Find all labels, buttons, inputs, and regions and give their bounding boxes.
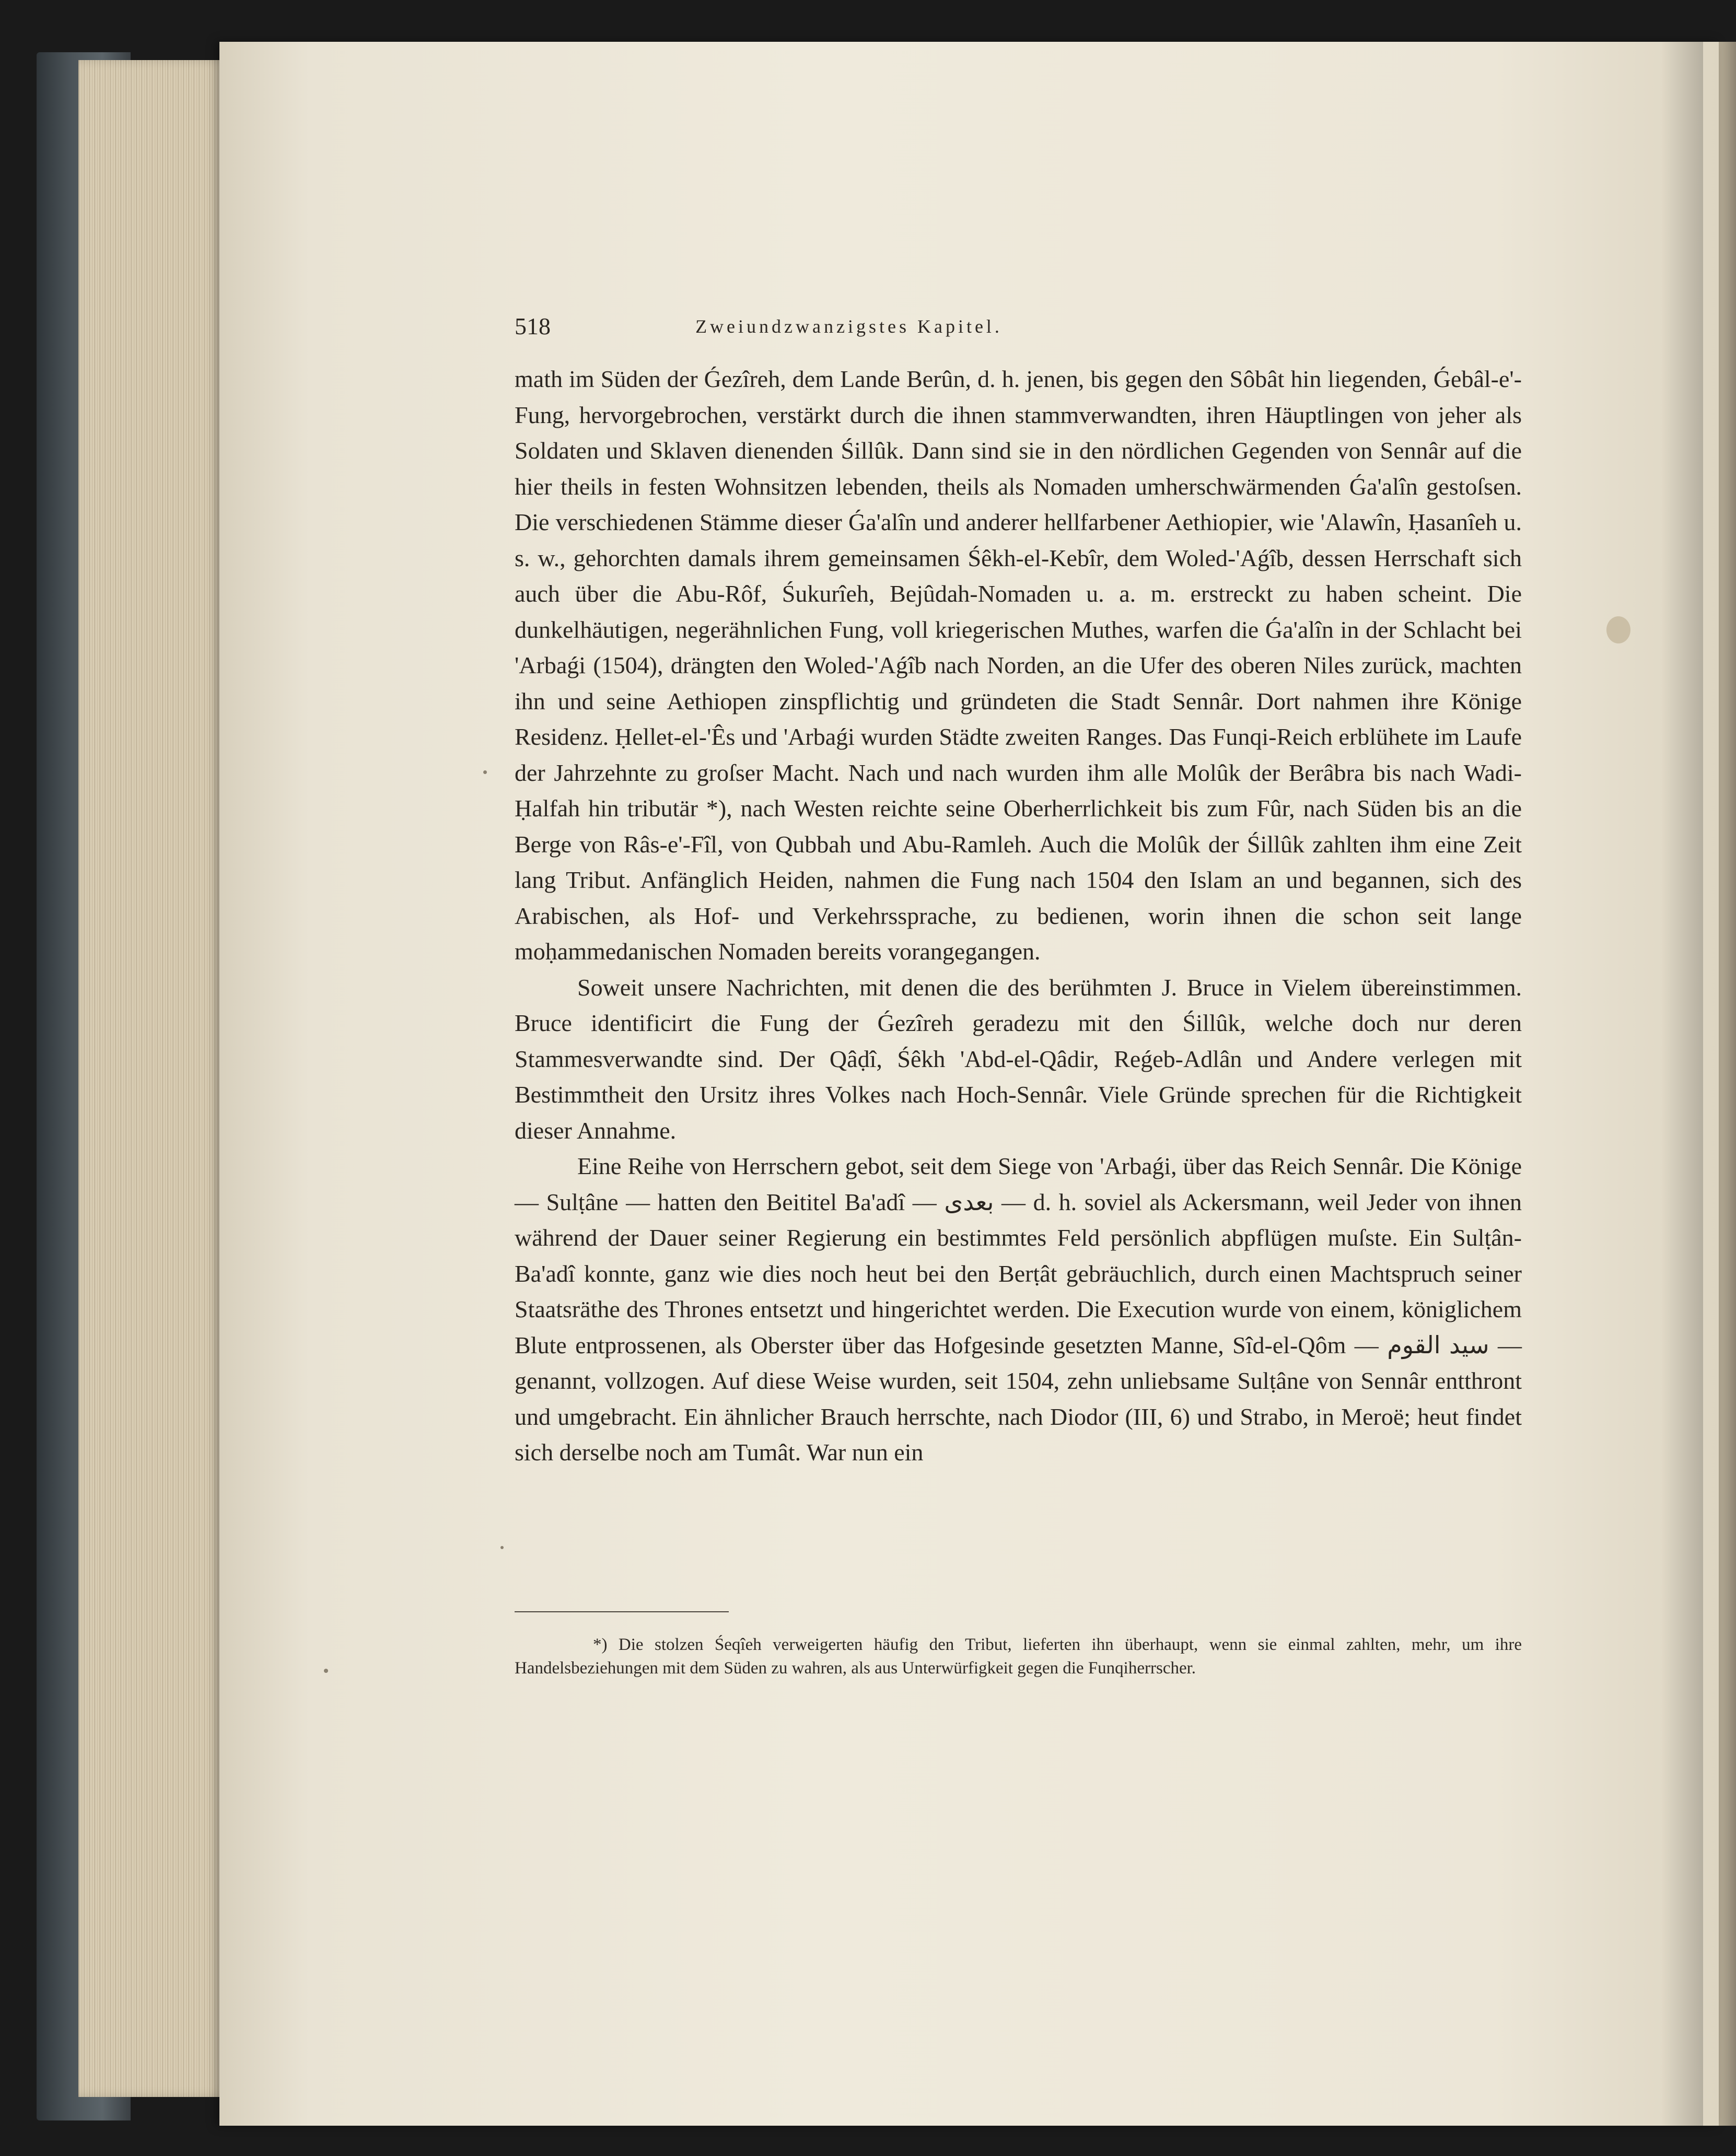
paper-speck — [500, 1546, 504, 1549]
page-header — [515, 312, 1183, 344]
footnote: *) Die stolzen Śeqîeh verweigerten häufig den Tribut, lieferten ihn überhaupt, wenn sie einmal zahlten, mehr, um ihre Handelsbeziehungen mit dem Süden zu wahren, als aus Unterwürfigkeit gegen die Funqiherrscher. — [515, 1635, 1522, 1678]
paragraph: Soweit unsere Nachrichten, mit denen die des berühmten J. Bruce in Vielem übereinstimmen. Bruce identificirt die Fung der Ǵezîreh geradezu mit den Śillûk, welche doch nur deren Stammesverwandte sind. Der Qâḍî, Śêkh 'Abd-el-Qâdir, Reǵeb-Adlân und Andere verlegen mit Bestimmtheit den Ursitz ihres Volkes nach Hoch-Sennâr. Viele Gründe sprechen für die Richtigkeit dieser Annahme. — [515, 974, 1522, 1144]
paper-speck — [324, 1669, 328, 1673]
paragraph: math im Süden der Ǵezîreh, dem Lande Berûn, d. h. jenen, bis gegen den Sôbât hin liegenden, Ǵebâl-e'-Fung, hervorgebrochen, verstärkt durch die ihnen stammverwandten, ihren Häuptlingen von jeher als Soldaten und Sklaven dienenden Śillûk. Dann sind sie in den nördlichen Gegenden von Sennâr auf die hier theils in festen Wohnsitzen lebenden, theils als Nomaden umherschwärmenden Ǵa'alîn gestoſsen. Die verschiedenen Stämme dieser Ǵa'alîn und anderer hellfarbener Aethiopier, wie 'Alawîn, Ḥasanîeh u. s. w., gehorchten damals ihrem gemeinsamen Śêkh-el-Kebîr, dem Woled-'Aǵîb, dessen Herrschaft sich auch über die Abu-Rôf, Śukurîeh, Bejûdah-Nomaden u. a. m. erstreckt zu haben scheint. Die dunkelhäutigen, negerähnlichen Fung, voll kriegerischen Muthes, warfen die Ǵa'alîn in der Schlacht bei 'Arbaǵi (1504), drängten den Woled-'Aǵîb nach Norden, an die Ufer des oberen Niles zurück, machten ihn und seine Aethiopen zinspflichtig und gründeten die Stadt Sennâr. Dort nahmen ihre Könige Residenz. Ḥellet-el-'Ês und 'Arbaǵi wurden Städte zweiten Ranges. Das Funqi-Reich erblühete im Laufe der Jahrzehnte zu groſser Macht. Nach und nach wurden ihm alle Molûk der Berâbra bis nach Wadi-Ḥalfah hin tributär *), nach Westen reichte seine Oberherrlichkeit bis zum Fûr, nach Süden bis an die Berge von Râs-e'-Fîl, von Qubbah und Abu-Ramleh. Auch die Molûk der Śillûk zahlten ihm eine Zeit lang Tribut. Anfänglich Heiden, nahmen die Fung nach 1504 den Islam an und begannen, sich des Arabischen, als Hof- und Verkehrssprache, zu bedienen, worin ihnen die schon seit lange moḥammedanischen Nomaden bereits vorangegangen. — [515, 366, 1522, 965]
page-number: 518 — [515, 313, 551, 339]
running-title: Zweiundzwanzigstes Kapitel. — [695, 316, 1003, 337]
gutter-shadow — [1661, 42, 1703, 2126]
page-edges-stack — [78, 60, 230, 2097]
paper-stain — [1606, 616, 1630, 643]
footnote-separator — [515, 1611, 729, 1612]
paragraph: Eine Reihe von Herrschern gebot, seit dem Siege von 'Arbaǵi, über das Reich Sennâr. Die Könige — Sulṭâne — hatten den Beititel Ba'adî — بعدى — d. h. soviel als Ackersmann, weil Jeder von ihnen während der Dauer seiner Regierung ein bestimmtes Feld persönlich abpflügen muſste. Ein Sulṭân-Ba'adî konnte, ganz wie dies noch heut bei den Berṭât gebräuchlich, durch einen Machtspruch seiner Staatsräthe des Thrones entsetzt und hingerichtet werden. Die Execution wurde von einem, königlichem Blute entprossenen, als Oberster über das Hofgesinde gesetzten Manne, Sîd-el-Qôm — سيد القوم — genannt, vollzogen. Auf diese Weise wurden, seit 1504, zehn unliebsame Sulṭâne von Sennâr entthront und umgebracht. Ein ähnlicher Brauch herrschte, nach Diodor (III, 6) und Strabo, in Meroë; heut findet sich derselbe noch am Tumât. War nun ein — [515, 1153, 1522, 1466]
body-text — [515, 361, 1522, 1471]
paper-speck — [483, 770, 487, 774]
